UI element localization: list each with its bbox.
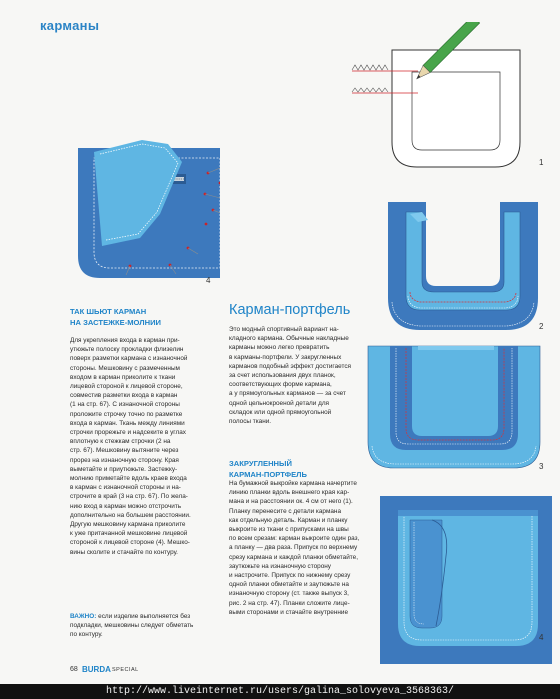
note-label: ВАЖНО: xyxy=(70,613,97,620)
figure-number-4: 4 xyxy=(539,633,544,642)
rounded-pocket-heading: ЗАКРУГЛЕННЫЙ КАРМАН-ПОРТФЕЛЬ xyxy=(229,459,307,479)
brand-subtitle: SPECIAL xyxy=(112,667,139,673)
zipper-pocket-heading: ТАК ШЬЮТ КАРМАН НА ЗАСТЕЖКЕ-МОЛНИИ xyxy=(70,307,161,327)
figure-number-2: 2 xyxy=(539,322,544,331)
zipper-pocket-text: Для укрепления входа в карман при- утюжьте полоску прокладки флизелин поверх разметки кармана с изнаночной стороны. Мешковину с размеченным входом в карман приколите к ткани лицевой стороной к лицевой стороне, совместив разметки входа в карман (1 на стр. 67). С изнаночной стороны проложите строчку точно по разметке входа в карман. Ткань между линиями строчки прорежьте и надсеките в углах вплотную к стежкам строчки (2 на стр. 67). Мешковину вытяните через прорез на изнаночную сторону. Края выметайте и приутюжьте. Застежку- молнию приметайте вдоль краев входа в карман с изнаночной стороны и на- строчите в край (3 на стр. 67). По жела- нию вход в карман можно отстрочить дополнительно на большем расстоянии. Другую мешковину кармана приколите к уже притачанной мешковине лицевой стороной к лицевой стороне (4). Мешко- вины сколите и стачайте по контуру. xyxy=(70,337,191,556)
important-note: ВАЖНО: если изделие выполняется без подкладки, мешковины следует обметать по контуру. xyxy=(70,613,194,639)
rounded-pocket-text: На бумажной выкройке кармана начертите линию планки вдоль внешнего края кар- мана и на расстоянии ок. 4 см от него (1). Планку перенесите с детали кармана как отдельную деталь. Карман и планку выкроите из ткани с припусками на швы по всем срезам: карман выкроите один раз, а планку — два раза. Припуск по верхнему срезу кармана и каждой планки обметайте, заутюжьте на изнаночную сторону и настрочите. Припуск по нижнему срезу одной планки обметайте и заутюжьте на изнаночную сторону (ст. также выпуск 3, рис. 2 на стр. 47). Планки сложите лице- выми сторонами и стачайте внутренние xyxy=(229,480,360,616)
assembled-pocket-illustration xyxy=(366,342,542,472)
flap-pieces-illustration xyxy=(382,198,542,333)
brand-logo: BURDA xyxy=(82,665,111,674)
figure-number-left: 4 xyxy=(206,276,211,285)
finished-pocket-illustration xyxy=(380,496,552,664)
zipper-pocket-illustration xyxy=(70,128,220,278)
source-watermark: http://www.liveinternet.ru/users/galina_solovyeva_3568363/ xyxy=(0,684,560,699)
figure-number-3: 3 xyxy=(539,462,544,471)
pattern-drawing-illustration xyxy=(350,22,550,172)
figure-number-1: 1 xyxy=(539,158,544,167)
article-title: Карман-портфель xyxy=(229,302,351,318)
page-number: 68 xyxy=(70,666,78,673)
article-intro: Это модный спортивный вариант на- кладного кармана. Обычные накладные карманы можно легко превратить в карманы-портфели. У закругленных карманов подобный эффект достигается за счет использования двух планок, соответствующих форме кармана, а у прямоугольных карманов — за счет одной цельнокроеной детали для складок или одной прямоугольной полосы ткани. xyxy=(229,326,352,426)
section-title: карманы xyxy=(40,18,100,33)
